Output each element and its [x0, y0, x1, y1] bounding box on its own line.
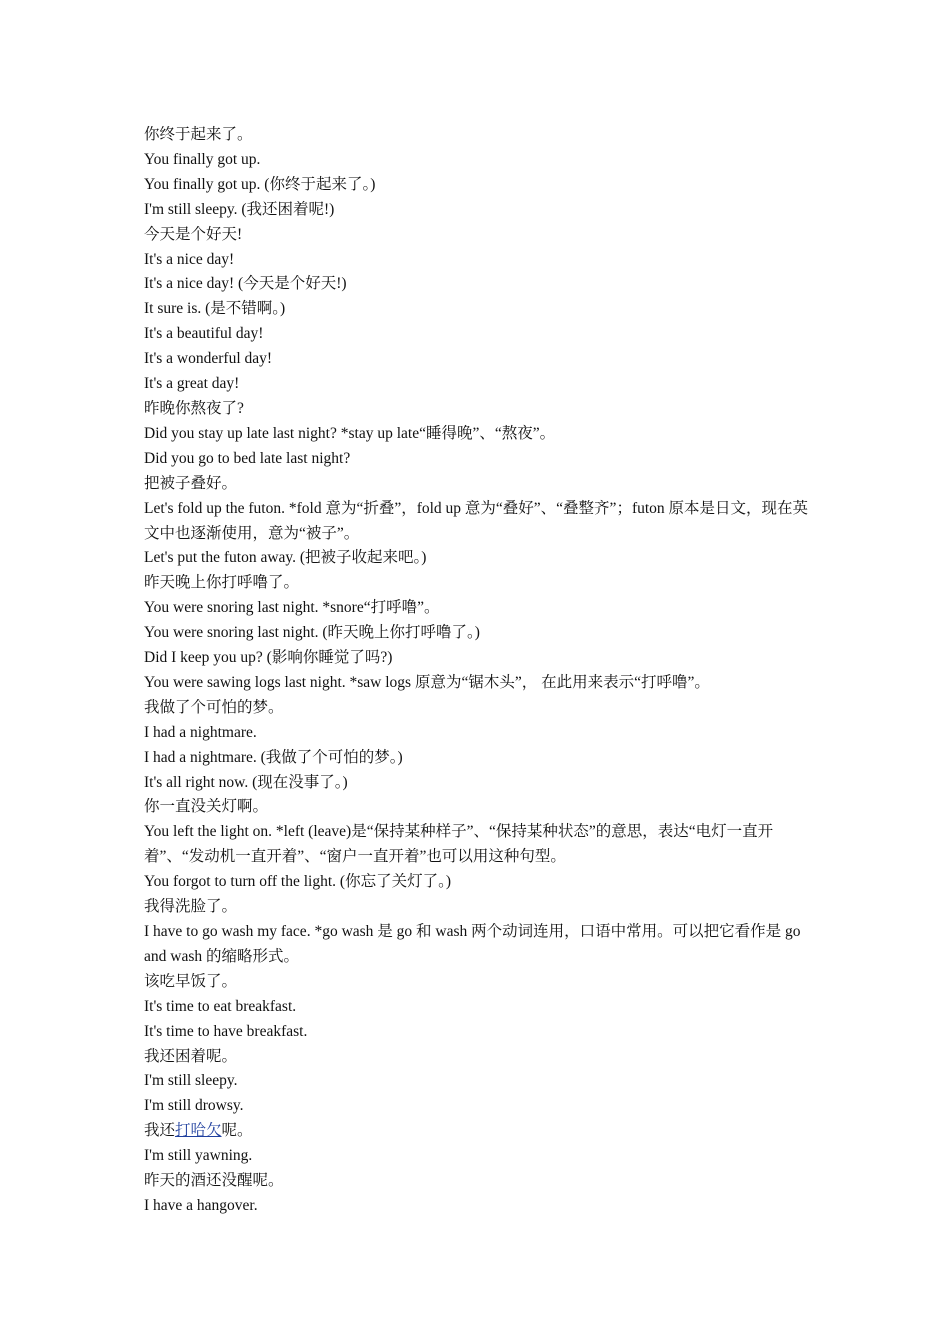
phrase-line: 你一直没关灯啊。 — [144, 798, 269, 816]
phrase-line: You were snoring last night. (昨天晚上你打呼噜了。) — [144, 624, 480, 642]
phrase-line: 把被子叠好。 — [144, 474, 238, 492]
phrase-line: Did I keep you up? (影响你睡觉了吗?) — [144, 649, 393, 667]
phrase-line: You left the light on. *left (leave)是“保持某种样子”、“保持某种状态”的意思，表达“电灯一直开着”、“发动机一直开着”、“窗户一直开着”也可以用这种句型。 — [144, 823, 774, 866]
phrase-line: It's time to have breakfast. — [144, 1022, 308, 1040]
phrase-line: It sure is. (是不错啊。) — [144, 300, 286, 318]
phrase-line: Did you go to bed late last night? — [144, 449, 351, 467]
phrase-line: You finally got up. — [144, 150, 261, 168]
phrase-line-yawn — [144, 1119, 810, 1144]
phrase-line: You were sawing logs last night. *saw logs 原意为“锯木头”， 在此用来表示“打呼噜”。 — [144, 673, 710, 691]
yawn-link[interactable]: 打哈欠 — [175, 1122, 222, 1140]
phrase-line: You were snoring last night. *snore“打呼噜”。 — [144, 599, 440, 617]
document-body — [144, 123, 810, 1219]
phrase-line: 你终于起来了。 — [144, 126, 253, 143]
phrase-line: It's a wonderful day! — [144, 350, 273, 368]
phrase-line: 今天是个好天! — [144, 225, 243, 243]
phrase-line: 该吃早饭了。 — [144, 972, 238, 990]
phrase-line: It's all right now. (现在没事了。) — [144, 773, 348, 791]
phrase-line: I had a nightmare. (我做了个可怕的梦。) — [144, 748, 403, 766]
phrase-line: You finally got up. (你终于起来了。) — [144, 175, 376, 193]
phrase-line: Let's fold up the futon. *fold 意为“折叠”，fold up 意为“叠好”、“叠整齐”；futon 原本是日文，现在英文中也逐渐使用，意为“被子”。 — [144, 499, 809, 542]
phrase-line: It's a great day! — [144, 375, 240, 393]
yawn-line-before: 我还 — [144, 1122, 176, 1140]
phrase-line: You forgot to turn off the light. (你忘了关灯了。) — [144, 873, 451, 891]
phrase-line: I'm still sleepy. (我还困着呢!) — [144, 200, 335, 218]
phrase-line: I have a hangover. — [144, 1196, 258, 1214]
phrase-line: 昨晚你熬夜了? — [144, 399, 244, 417]
phrase-line: 我得洗脸了。 — [144, 898, 238, 916]
yawn-line-after: 呢。 — [221, 1122, 253, 1140]
phrase-line: It's a beautiful day! — [144, 325, 264, 343]
phrase-line: I had a nightmare. — [144, 723, 257, 741]
phrase-list — [144, 123, 810, 1119]
phrase-line: I'm still drowsy. — [144, 1097, 244, 1115]
phrase-line: Did you stay up late last night? *stay up late“睡得晚”、“熬夜”。 — [144, 424, 556, 442]
phrase-line: It's a nice day! — [144, 250, 235, 268]
phrase-line: Let's put the futon away. (把被子收起来吧。) — [144, 549, 427, 567]
phrase-line: 昨天晚上你打呼噜了。 — [144, 574, 300, 592]
phrase-line: It's a nice day! (今天是个好天!) — [144, 275, 347, 293]
phrase-line: I'm still yawning. — [144, 1147, 253, 1165]
phrase-line: 我还困着呢。 — [144, 1047, 238, 1065]
phrase-line: 我做了个可怕的梦。 — [144, 698, 284, 716]
phrase-line: I'm still sleepy. — [144, 1072, 238, 1090]
phrase-list-tail — [144, 1144, 810, 1219]
phrase-line: 昨天的酒还没醒呢。 — [144, 1172, 284, 1190]
phrase-line: I have to go wash my face. *go wash 是 go 和 wash 两个动词连用，口语中常用。可以把它看作是 go and wash 的缩略形式。 — [144, 923, 801, 965]
phrase-line: It's time to eat breakfast. — [144, 997, 297, 1015]
